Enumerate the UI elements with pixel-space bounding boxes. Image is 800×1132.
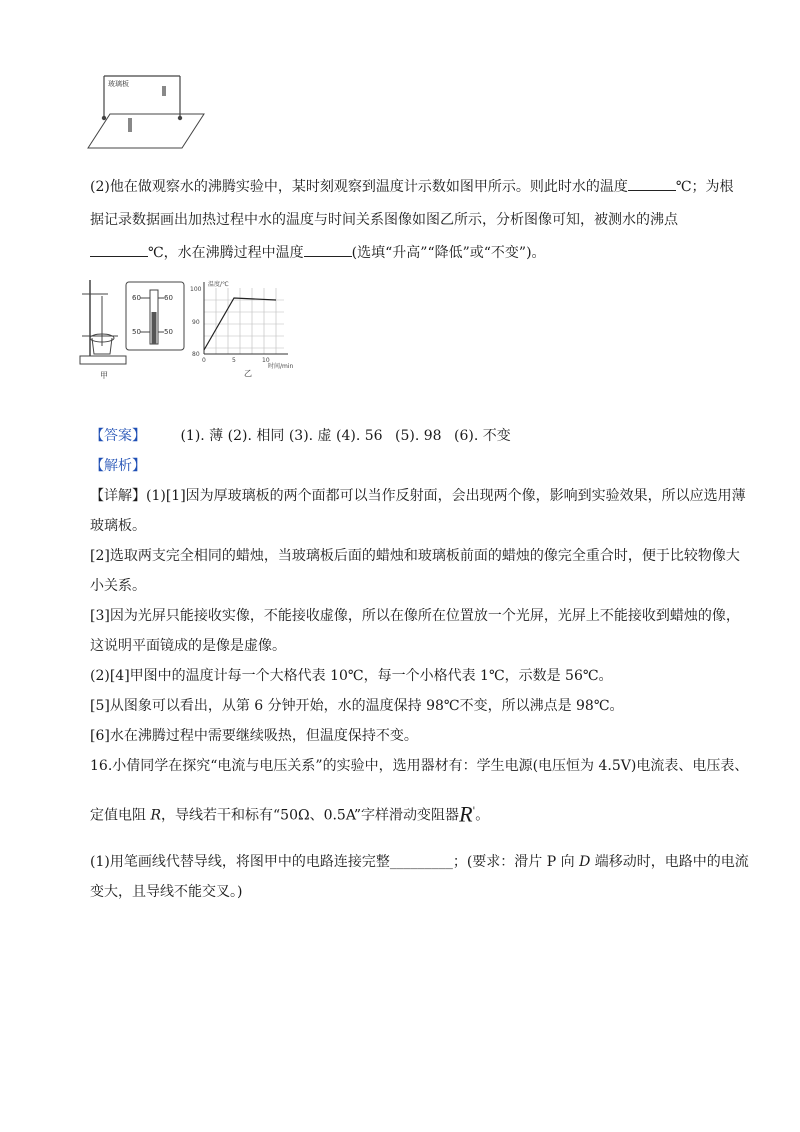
blank-temperature [628, 176, 676, 191]
answer-line [90, 426, 511, 446]
q2-line3: ℃，水在沸腾过程中温度 (选填“升高”“降低”或“不变”)。 [90, 242, 546, 263]
y-tick-90: 90 [192, 319, 200, 326]
answer-label: 【答案】 [90, 428, 146, 444]
q2-line2: 据记录数据画出加热过程中水的温度与时间关系图像如图乙所示，分析图像可知，被测水的沸点 [90, 212, 678, 228]
analysis-p3-line1: [3]因为光屏只能接收实像，不能接收虚像，所以在像所在位置放一个光屏，光屏上不能接收到蜡烛的像， [90, 608, 740, 624]
analysis-p2-line1: [2]选取两支完全相同的蜡烛，当玻璃板后面的蜡烛和玻璃板前面的蜡烛的像完全重合时，便于比较物像大 [90, 548, 740, 564]
analysis-p3-line2: 这说明平面镜成的是像是虚像。 [90, 638, 286, 654]
answer-item: (5). 98 [395, 428, 442, 444]
q16-line1: 16.小倩同学在探究“电流与电压关系”的实验中，选用器材有：学生电源(电压恒为 4.5V)电流表、电压表、 [90, 758, 749, 774]
tick-60-left: 60 [132, 294, 141, 302]
analysis-p6: [6]水在沸腾过程中需要继续吸热，但温度保持不变。 [90, 728, 418, 744]
tick-60-right: 60 [164, 294, 173, 302]
blank-boiling-point [90, 242, 148, 257]
blank-temp-change [304, 242, 352, 257]
fig-yi-caption: 乙 [244, 369, 252, 378]
answer-item: (6). 不变 [454, 428, 511, 444]
blank-circuit: _________ [389, 854, 453, 870]
analysis-label: 【解析】 [90, 458, 146, 474]
y-tick-100: 100 [190, 286, 202, 293]
figure-jia-thermometer [78, 276, 188, 380]
detail-label: 【详解】 [90, 488, 146, 504]
glass-plate-label: 玻璃板 [108, 80, 129, 88]
figure-yi-graph [188, 276, 296, 380]
analysis-label-line [90, 456, 146, 476]
fig-jia-caption: 甲 [100, 371, 108, 380]
q16-line4: 变大，且导线不能交叉。) [90, 884, 243, 900]
tick-50-left: 50 [132, 328, 141, 336]
x-tick-10: 10 [262, 357, 270, 364]
x-axis-label: 时间/min [268, 363, 294, 370]
analysis-p1-line1: 【详解】(1)[1]因为厚玻璃板的两个面都可以当作反射面，会出现两个像，影响到实验效果，所以应选用薄 [90, 488, 746, 504]
x-tick-0: 0 [202, 357, 206, 364]
rheostat-symbol: R [459, 801, 473, 827]
q16-line3: (1)用笔画线代替导线，将图甲中的电路连接完整_________；(要求：滑片 P 向 D 端移动时，电路中的电流 [90, 854, 749, 870]
tick-50-right: 50 [164, 328, 173, 336]
glass-plate-figure [84, 70, 206, 150]
x-tick-5: 5 [232, 357, 236, 364]
y-axis-label: 温度/℃ [208, 281, 229, 288]
y-tick-80: 80 [192, 351, 200, 358]
answer-item: (4). 56 [336, 428, 383, 444]
q2-line1: (2)他在做观察水的沸腾实验中，某时刻观察到温度计示数如图甲所示。则此时水的温度 ℃；为根 [90, 176, 734, 197]
analysis-p2-line2: 小关系。 [90, 578, 146, 594]
analysis-p1-line2: 玻璃板。 [90, 518, 146, 534]
answer-item: (2). 相同 [227, 428, 285, 444]
answer-item: (3). 虚 [288, 428, 332, 444]
analysis-p4: (2)[4]甲图中的温度计每一个大格代表 10℃，每一个小格代表 1℃，示数是 56℃。 [90, 668, 613, 684]
answer-item: (1). 薄 [180, 428, 224, 444]
q16-line2: 定值电阻 R，导线若干和标有“50Ω、0.5A”字样滑动变阻器R'。 [90, 801, 490, 827]
analysis-p5: [5]从图象可以看出，从第 6 分钟开始，水的温度保持 98℃不变，所以沸点是 98℃。 [90, 698, 624, 714]
